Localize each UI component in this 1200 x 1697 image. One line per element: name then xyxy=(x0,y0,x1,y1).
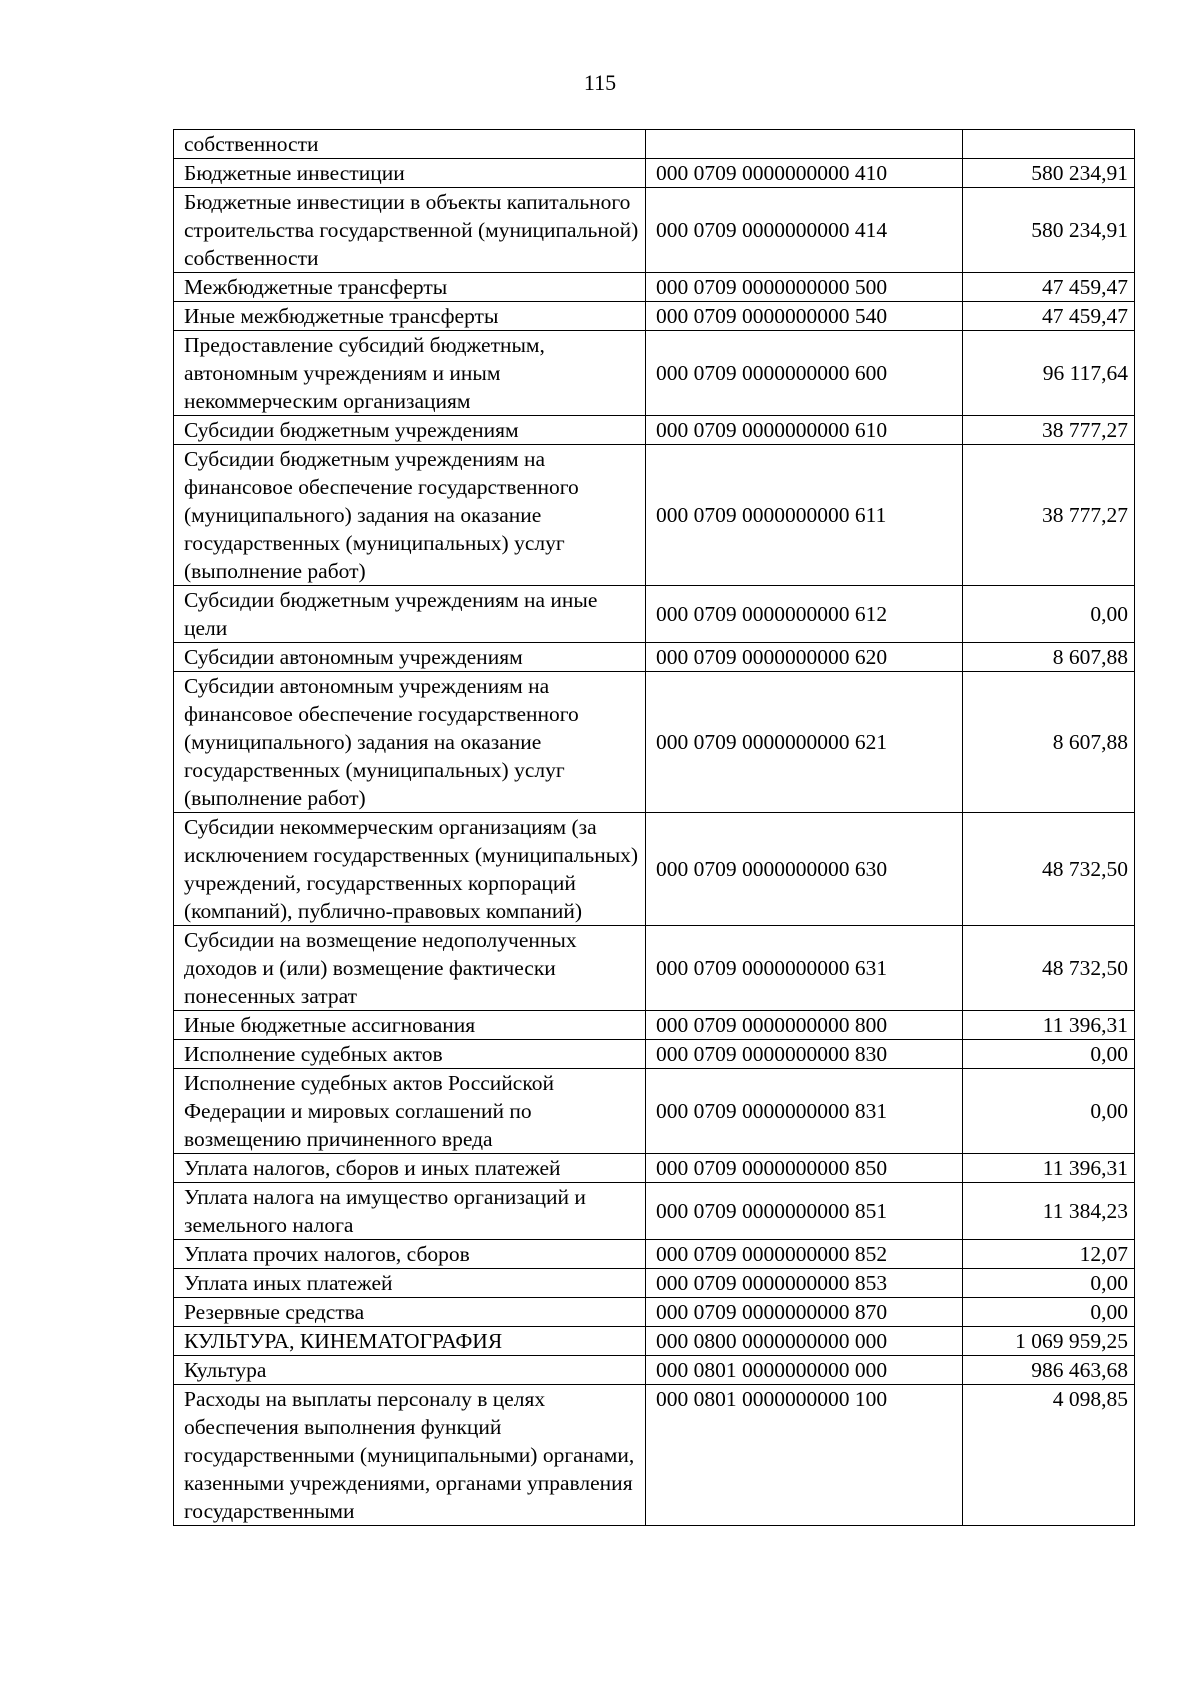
row-name: Уплата прочих налогов, сборов xyxy=(174,1240,646,1269)
row-code: 000 0709 0000000000 853 xyxy=(646,1269,963,1298)
table-row xyxy=(174,1356,1135,1385)
row-code: 000 0800 0000000000 000 xyxy=(646,1327,963,1356)
table-row xyxy=(174,926,1135,1011)
row-name: Исполнение судебных актов Российской Федерации и мировых соглашений по возмещению причиненного вреда xyxy=(174,1069,646,1154)
row-amount: 1 069 959,25 xyxy=(963,1327,1135,1356)
table-row xyxy=(174,273,1135,302)
table-row xyxy=(174,586,1135,643)
row-amount: 48 732,50 xyxy=(963,813,1135,926)
table-row xyxy=(174,1069,1135,1154)
table-row xyxy=(174,416,1135,445)
row-amount: 38 777,27 xyxy=(963,416,1135,445)
row-name: Бюджетные инвестиции xyxy=(174,159,646,188)
row-name: Расходы на выплаты персоналу в целях обеспечения выполнения функций государственными (муниципальными) органами, казенными учреждениями, органами управления государственными xyxy=(174,1385,646,1526)
row-amount: 11 384,23 xyxy=(963,1183,1135,1240)
row-code: 000 0709 0000000000 630 xyxy=(646,813,963,926)
table-row xyxy=(174,1154,1135,1183)
row-code: 000 0709 0000000000 410 xyxy=(646,159,963,188)
row-amount: 38 777,27 xyxy=(963,445,1135,586)
row-name: Предоставление субсидий бюджетным, автономным учреждениям и иным некоммерческим организациям xyxy=(174,331,646,416)
row-amount: 0,00 xyxy=(963,1269,1135,1298)
row-name: собственности xyxy=(174,130,646,159)
row-amount: 48 732,50 xyxy=(963,926,1135,1011)
table-row xyxy=(174,1327,1135,1356)
row-amount: 96 117,64 xyxy=(963,331,1135,416)
row-amount: 47 459,47 xyxy=(963,273,1135,302)
table-row xyxy=(174,813,1135,926)
row-name: Резервные средства xyxy=(174,1298,646,1327)
table-row xyxy=(174,1269,1135,1298)
row-code: 000 0709 0000000000 621 xyxy=(646,672,963,813)
row-code: 000 0709 0000000000 620 xyxy=(646,643,963,672)
table-row xyxy=(174,1240,1135,1269)
row-name: Субсидии автономным учреждениям на финансовое обеспечение государственного (муниципального) задания на оказание государственных (муниципальных) услуг (выполнение работ) xyxy=(174,672,646,813)
row-name: Бюджетные инвестиции в объекты капитального строительства государственной (муниципальной) собственности xyxy=(174,188,646,273)
row-amount: 580 234,91 xyxy=(963,188,1135,273)
row-amount: 0,00 xyxy=(963,1298,1135,1327)
row-name: Субсидии бюджетным учреждениям xyxy=(174,416,646,445)
table-row xyxy=(174,1385,1135,1526)
row-amount: 0,00 xyxy=(963,1069,1135,1154)
table-row xyxy=(174,672,1135,813)
row-code: 000 0709 0000000000 600 xyxy=(646,331,963,416)
row-name: Межбюджетные трансферты xyxy=(174,273,646,302)
row-code: 000 0709 0000000000 831 xyxy=(646,1069,963,1154)
row-name: Уплата налогов, сборов и иных платежей xyxy=(174,1154,646,1183)
row-code: 000 0801 0000000000 000 xyxy=(646,1356,963,1385)
row-code: 000 0709 0000000000 631 xyxy=(646,926,963,1011)
row-code: 000 0709 0000000000 870 xyxy=(646,1298,963,1327)
row-name: Субсидии некоммерческим организациям (за исключением государственных (муниципальных) учреждений, государственных корпораций (компаний), публично-правовых компаний) xyxy=(174,813,646,926)
row-name: КУЛЬТУРА, КИНЕМАТОГРАФИЯ xyxy=(174,1327,646,1356)
row-name: Субсидии бюджетным учреждениям на иные цели xyxy=(174,586,646,643)
row-code: 000 0709 0000000000 540 xyxy=(646,302,963,331)
row-amount xyxy=(963,130,1135,159)
table-row xyxy=(174,130,1135,159)
row-name: Уплата налога на имущество организаций и земельного налога xyxy=(174,1183,646,1240)
row-code: 000 0709 0000000000 830 xyxy=(646,1040,963,1069)
row-code: 000 0709 0000000000 500 xyxy=(646,273,963,302)
page-number: 115 xyxy=(583,70,617,95)
row-code: 000 0709 0000000000 612 xyxy=(646,586,963,643)
row-code: 000 0801 0000000000 100 xyxy=(646,1385,963,1526)
row-code: 000 0709 0000000000 610 xyxy=(646,416,963,445)
row-name: Субсидии автономным учреждениям xyxy=(174,643,646,672)
table-row xyxy=(174,188,1135,273)
table-row xyxy=(174,302,1135,331)
table-row xyxy=(174,1040,1135,1069)
row-name: Исполнение судебных актов xyxy=(174,1040,646,1069)
table-row xyxy=(174,159,1135,188)
row-name: Уплата иных платежей xyxy=(174,1269,646,1298)
row-amount: 0,00 xyxy=(963,586,1135,643)
row-code: 000 0709 0000000000 800 xyxy=(646,1011,963,1040)
table-row xyxy=(174,643,1135,672)
row-code: 000 0709 0000000000 850 xyxy=(646,1154,963,1183)
table-row xyxy=(174,1298,1135,1327)
row-amount: 47 459,47 xyxy=(963,302,1135,331)
row-amount: 8 607,88 xyxy=(963,672,1135,813)
row-code xyxy=(646,130,963,159)
row-amount: 4 098,85 xyxy=(963,1385,1135,1526)
row-amount: 580 234,91 xyxy=(963,159,1135,188)
row-name: Культура xyxy=(174,1356,646,1385)
row-amount: 8 607,88 xyxy=(963,643,1135,672)
row-amount: 11 396,31 xyxy=(963,1011,1135,1040)
row-code: 000 0709 0000000000 851 xyxy=(646,1183,963,1240)
row-amount: 11 396,31 xyxy=(963,1154,1135,1183)
table-row xyxy=(174,1183,1135,1240)
row-code: 000 0709 0000000000 414 xyxy=(646,188,963,273)
row-amount: 986 463,68 xyxy=(963,1356,1135,1385)
row-amount: 0,00 xyxy=(963,1040,1135,1069)
row-name: Субсидии на возмещение недополученных доходов и (или) возмещение фактически понесенных затрат xyxy=(174,926,646,1011)
table-row xyxy=(174,445,1135,586)
row-name: Субсидии бюджетным учреждениям на финансовое обеспечение государственного (муниципального) задания на оказание государственных (муниципальных) услуг (выполнение работ) xyxy=(174,445,646,586)
row-code: 000 0709 0000000000 852 xyxy=(646,1240,963,1269)
table-row xyxy=(174,1011,1135,1040)
row-name: Иные бюджетные ассигнования xyxy=(174,1011,646,1040)
budget-table xyxy=(173,129,1135,1526)
row-code: 000 0709 0000000000 611 xyxy=(646,445,963,586)
table-row xyxy=(174,331,1135,416)
row-name: Иные межбюджетные трансферты xyxy=(174,302,646,331)
row-amount: 12,07 xyxy=(963,1240,1135,1269)
